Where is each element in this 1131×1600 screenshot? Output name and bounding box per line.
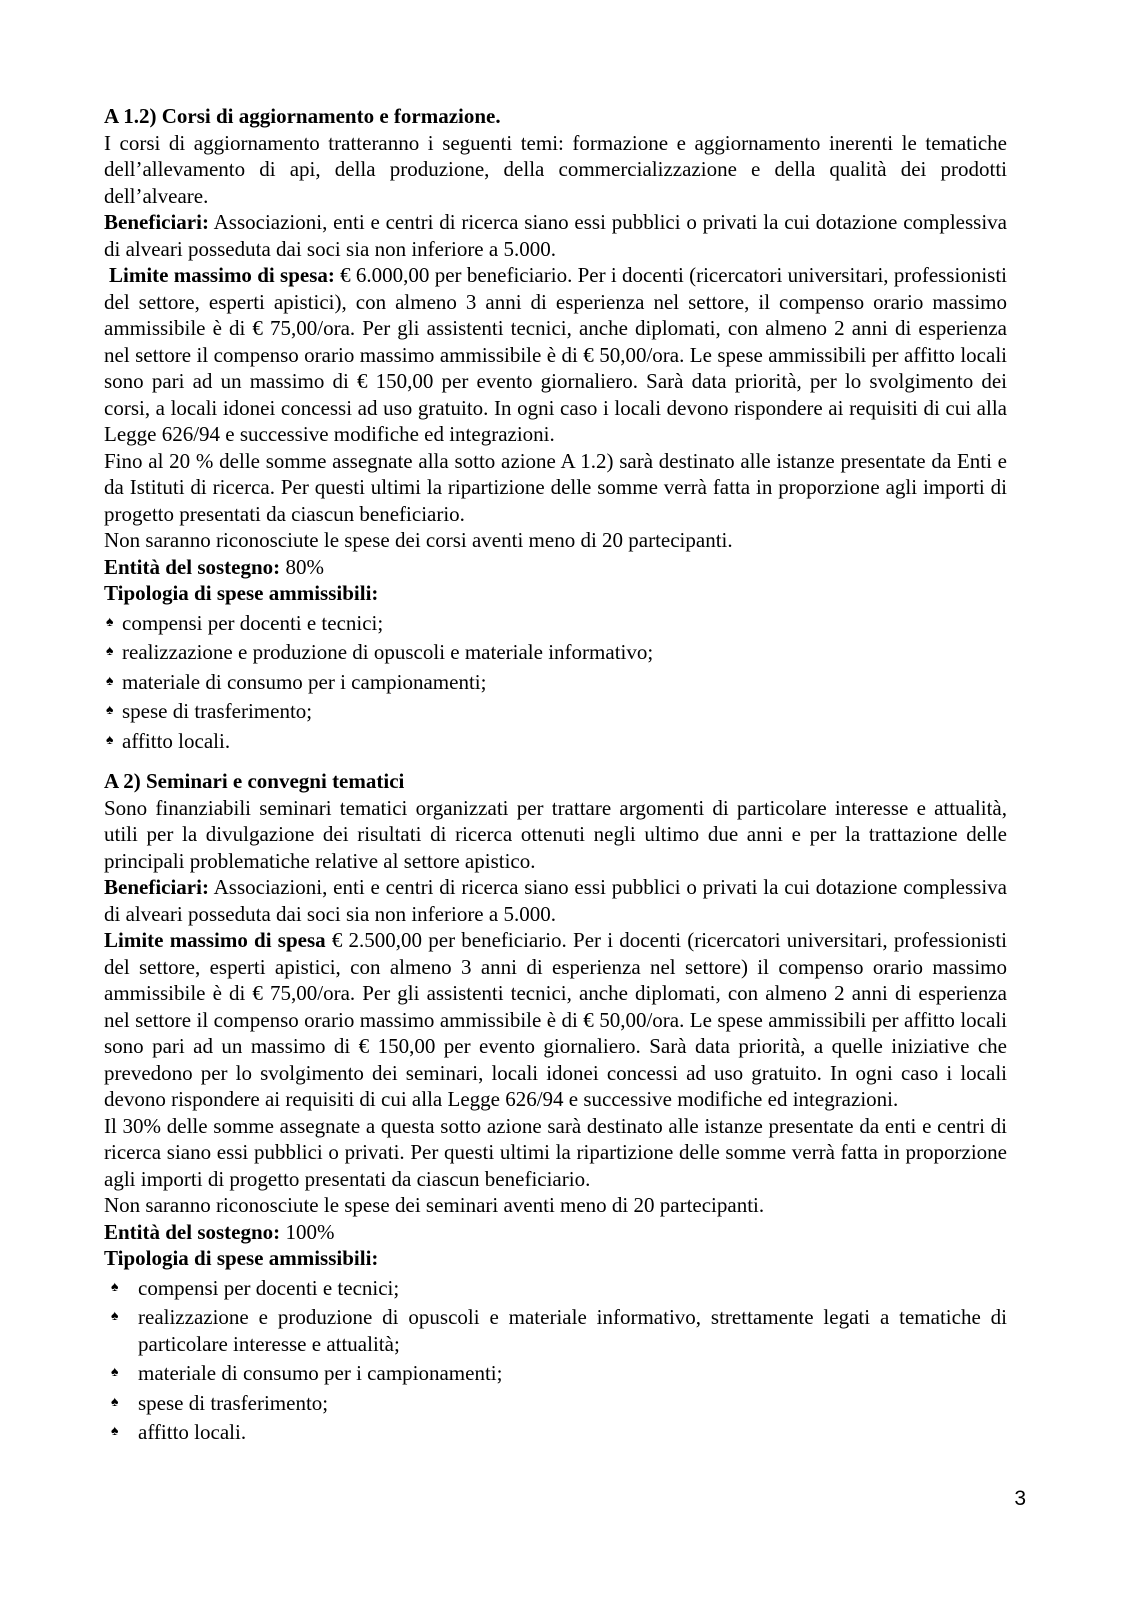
- list-item-text: compensi per docenti e tecnici;: [122, 610, 384, 635]
- list-item-text: realizzazione e produzione di opuscoli e materiale informativo, strettamente legati a tematiche di particolare interesse e attualità;: [138, 1305, 1007, 1356]
- spade-bullet-icon: ♠: [111, 1424, 119, 1439]
- spade-bullet-icon: ♠: [111, 1394, 119, 1410]
- list-item: [104, 698, 1007, 725]
- spade-bullet-icon: ♠: [111, 1279, 119, 1295]
- limite-text: € 6.000,00 per beneficiario. Per i docenti (ricercatori universitari, professionisti del settore, esperti apistici), con almeno 3 anni di esperienza nel settore, il compenso orario massimo ammissibile è di € 75,00/ora. Per gli assistenti tecnici, anche diplomati, con almeno 2 anni di esperienza nel settore il compenso orario massimo ammissibile è di € 50,00/ora. Le spese ammissibili per affitto locali sono pari ad un massimo di € 150,00 per evento giornaliero. Sarà data priorità, per lo svolgimento dei corsi, a locali idonei concessi ad uso gratuito. In ogni caso i locali devono rispondere ai requisiti di cui alla Legge 626/94 e successive modifiche ed integrazioni.: [104, 263, 1007, 446]
- beneficiari-text: Associazioni, enti e centri di ricerca siano essi pubblici o privati la cui dotazione complessiva di alveari posseduta dai soci sia non inferiore a 5.000.: [104, 875, 1007, 926]
- list-item: [104, 669, 1007, 696]
- list-item-text: materiale di consumo per i campionamenti;: [122, 669, 487, 694]
- spade-bullet-icon: ♠: [106, 614, 114, 630]
- list-item: [104, 728, 1007, 755]
- section-2-heading: A 2) Seminari e convegni tematici: [104, 769, 405, 793]
- section-1-note-paragraph: Non saranno riconosciute le spese dei corsi aventi meno di 20 partecipanti.: [104, 528, 733, 552]
- section-2-note-paragraph: Non saranno riconosciute le spese dei seminari aventi meno di 20 partecipanti.: [104, 1193, 765, 1217]
- list-item-text: compensi per docenti e tecnici;: [138, 1275, 400, 1300]
- spade-bullet-icon: ♠: [106, 703, 114, 718]
- section-2-beneficiari-paragraph: [104, 874, 1007, 927]
- entita-label: Entità del sostegno:: [104, 1219, 281, 1244]
- section-1-beneficiari-paragraph: [104, 209, 1007, 262]
- section-1-tipologia-heading: Tipologia di spese ammissibili:: [104, 581, 379, 605]
- section-2-intro-paragraph: Sono finanziabili seminari tematici organizzati per trattare argomenti di particolare interesse e attualità, utili per la divulgazione dei risultati di ricerca ottenuti negli ultimo due anni e per la trattazione delle principali problematiche relative al settore apistico.: [104, 795, 1007, 873]
- list-item: [104, 610, 1007, 637]
- list-item: [104, 1390, 1007, 1417]
- list-item: [104, 1304, 1007, 1357]
- limite-label: Limite massimo di spesa: [104, 928, 326, 952]
- section-1-heading: A 1.2) Corsi di aggiornamento e formazione.: [104, 104, 501, 128]
- section-2-tipologia-heading: Tipologia di spese ammissibili:: [104, 1246, 379, 1270]
- list-item: [104, 1419, 1007, 1446]
- list-item-text: spese di trasferimento;: [122, 699, 313, 723]
- list-item: [104, 639, 1007, 666]
- limite-label: Limite massimo di spesa:: [109, 263, 335, 287]
- list-item-text: affitto locali.: [138, 1420, 247, 1444]
- section-2-quota-paragraph: Il 30% delle somme assegnate a questa sotto azione sarà destinato alle istanze presentate da enti e centri di ricerca siano essi pubblici o privati. Per questi ultimi la ripartizione delle somme verrà fatta in proporzione agli importi di progetto presentati da ciascun beneficiario.: [104, 1113, 1007, 1191]
- entita-label: Entità del sostegno:: [104, 554, 281, 579]
- beneficiari-label: Beneficiari:: [104, 210, 209, 234]
- entita-value: 100%: [280, 1219, 335, 1244]
- list-item-text: spese di trasferimento;: [138, 1390, 329, 1415]
- page-number: 3: [1014, 1487, 1026, 1510]
- beneficiari-label: Beneficiari:: [104, 875, 209, 899]
- spade-bullet-icon: ♠: [111, 1365, 119, 1380]
- list-item-text: materiale di consumo per i campionamenti;: [138, 1361, 503, 1385]
- list-item-text: realizzazione e produzione di opuscoli e materiale informativo;: [122, 640, 654, 664]
- limite-text: € 2.500,00 per beneficiario. Per i docenti (ricercatori universitari, professionisti del settore, esperti apistici, con almeno 3 anni di esperienza nel settore) il compenso orario massimo ammissibile è di € 75,00/ora. Per gli assistenti tecnici, anche diplomati, con almeno 2 anni di esperienza nel settore il compenso orario massimo ammissibile è di € 50,00/ora. Le spese ammissibili per affitto locali sono pari ad un massimo di € 150,00 per evento giornaliero. Sarà data priorità, a quelle iniziative che prevedono per lo svolgimento dei seminari, locali idonei concessi ad uso gratuito. In ogni caso i locali devono rispondere ai requisiti di cui alla Legge 626/94 e successive modifiche ed integrazioni.: [104, 928, 1007, 1111]
- section-1-quota-paragraph: Fino al 20 % delle somme assegnate alla sotto azione A 1.2) sarà destinato alle istanze presentate da Enti e da Istituti di ricerca. Per questi ultimi la ripartizione delle somme verrà fatta in proporzione agli importi di progetto presentati da ciascun beneficiario.: [104, 448, 1007, 526]
- spade-bullet-icon: ♠: [106, 644, 114, 659]
- spade-bullet-icon: ♠: [111, 1309, 119, 1324]
- text-block: [104, 103, 1007, 1449]
- section-2-entita-paragraph: [104, 1219, 1007, 1246]
- entita-value: 80%: [280, 554, 324, 579]
- list-item-text: affitto locali.: [122, 728, 231, 753]
- section-2-limite-paragraph: [104, 927, 1007, 1113]
- section-2-bullet-list: [104, 1275, 1007, 1446]
- section-1-entita-paragraph: [104, 554, 1007, 581]
- section-1-intro-paragraph: I corsi di aggiornamento tratteranno i seguenti temi: formazione e aggiornamento inerenti le tematiche dell’allevamento di api, della produzione, della commercializzazione e della qualità dei prodotti dell’alveare.: [104, 130, 1007, 208]
- list-item: [104, 1275, 1007, 1302]
- spade-bullet-icon: ♠: [106, 732, 114, 748]
- section-1-bullet-list: [104, 610, 1007, 755]
- spade-bullet-icon: ♠: [106, 673, 114, 689]
- list-item: [104, 1360, 1007, 1387]
- beneficiari-text: Associazioni, enti e centri di ricerca siano essi pubblici o privati la cui dotazione complessiva di alveari posseduta dai soci sia non inferiore a 5.000.: [104, 210, 1007, 261]
- section-1-limite-paragraph: [104, 262, 1007, 448]
